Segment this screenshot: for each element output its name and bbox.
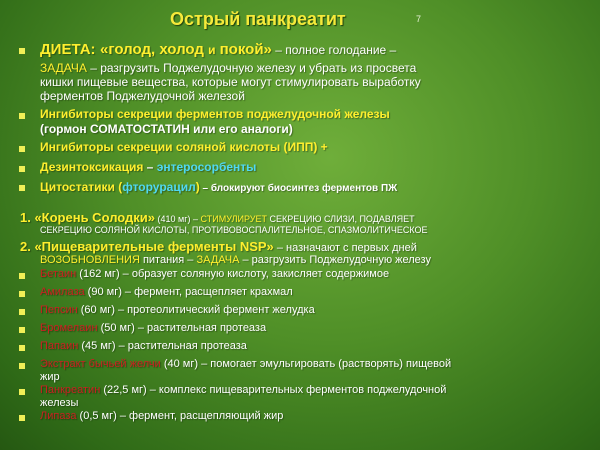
list-item: Папаин (45 мг) – растительная протеаза [40,340,247,352]
task-line-3: ферментов Поджелудочной железой [40,89,245,103]
list-item: Пепсин (60 мг) – протеолитический фермент желудка [40,304,315,316]
enzymes-rest: – назначают с первых дней [273,242,417,254]
detox-line [40,160,256,174]
bullet-marker [19,113,25,119]
licorice-dose: (410 мг) – [155,214,201,224]
list-item: Амилаза (90 мг) – фермент, расщепляет крахмал [40,286,293,298]
task-line [40,61,416,75]
list-item: Бетаин (162 мг) – образует соляную кислоту, закисляет содержимое [40,268,390,280]
diet-rest: – полное голодание – [271,43,397,57]
diet-line [40,41,396,59]
task-label: ЗАДАЧА [40,61,87,75]
enzymes-line-2: ВОЗОБНОВЛЕНИЯ питания – ЗАДАЧА – разгрузить Поджелудочную железу [40,254,431,266]
bullet-marker [19,415,25,421]
enterosorbents: энтеросорбенты [156,160,257,174]
bullet-marker [19,185,25,191]
detox-label: Дезинтоксикация [40,160,144,174]
list-item-continuation: жир [40,371,60,383]
bullet-marker [19,273,25,279]
diet-label: ДИЕТА: [40,41,96,58]
list-item: Панкреатин (22,5 мг) – комплекс пищеварительных ферментов поджелудочной [40,384,447,396]
bullet-marker [19,146,25,152]
bullet-marker [19,345,25,351]
list-item: Липаза (0,5 мг) – фермент, расщепляющий жир [40,410,284,422]
licorice-stimulates: СТИМУЛИРУЕТ [200,214,268,224]
licorice-rest: СЕКРЕЦИЮ СЛИЗИ, ПОДАВЛЯЕТ [267,214,415,224]
list-item: Экстракт бычьей желчи (40 мг) – помогает эмульгировать (растворять) пищевой [40,358,452,370]
bullet-marker [19,166,25,172]
inhibitors-enzymes: Ингибиторы секреции ферментов поджелудочной железы [40,107,390,121]
list-item: Бромелаин (50 мг) – растительная протеаза [40,322,267,334]
cytostatics-label: Цитостатики ( [40,180,123,194]
task-text: – разгрузить Поджелудочную железу и убрать из просвета [86,61,417,75]
bullet-marker [19,291,25,297]
slide-title: Острый панкреатит [170,9,346,29]
fluorouracil: фторурацил [122,180,196,194]
resume-label: ВОЗОБНОВЛЕНИЯ [40,254,140,266]
page-number: 7 [416,14,422,24]
somatostatin-line: (гормон СОМАТОСТАТИН или его аналоги) [40,122,293,136]
bullet-marker [19,327,25,333]
bullet-marker [19,309,25,315]
detox-dash: – [143,160,157,174]
cytostatics-desc: – блокируют биосинтез ферментов ПЖ [199,183,398,194]
cytostatics-line: Цитостатики (фторурацил) – блокируют биосинтез ферментов ПЖ [40,180,398,194]
bullet-marker [19,48,25,54]
enzymes-name: 2. «Пищеварительные ферменты NSP» [20,239,274,254]
licorice-line-2: СЕКРЕЦИЮ СОЛЯНОЙ КИСЛОТЫ, ПРОТИВОВОСПАЛИТЕЛЬНОЕ, СПАЗМОЛИТИЧЕСКОЕ [40,225,428,235]
licorice-name: 1. «Корень Солодки» [20,210,156,225]
bullet-marker [19,389,25,395]
inhibitors-acid: Ингибиторы секреции соляной кислоты (ИПП) + [40,140,328,154]
diet-slogan: «голод, холод и покой» [99,41,272,58]
bullet-marker [19,363,25,369]
task-line-2: кишки пищевые вещества, которые могут стимулировать выработку [40,75,421,89]
task-label-2: ЗАДАЧА [196,254,240,266]
list-item-continuation: железы [40,397,79,409]
